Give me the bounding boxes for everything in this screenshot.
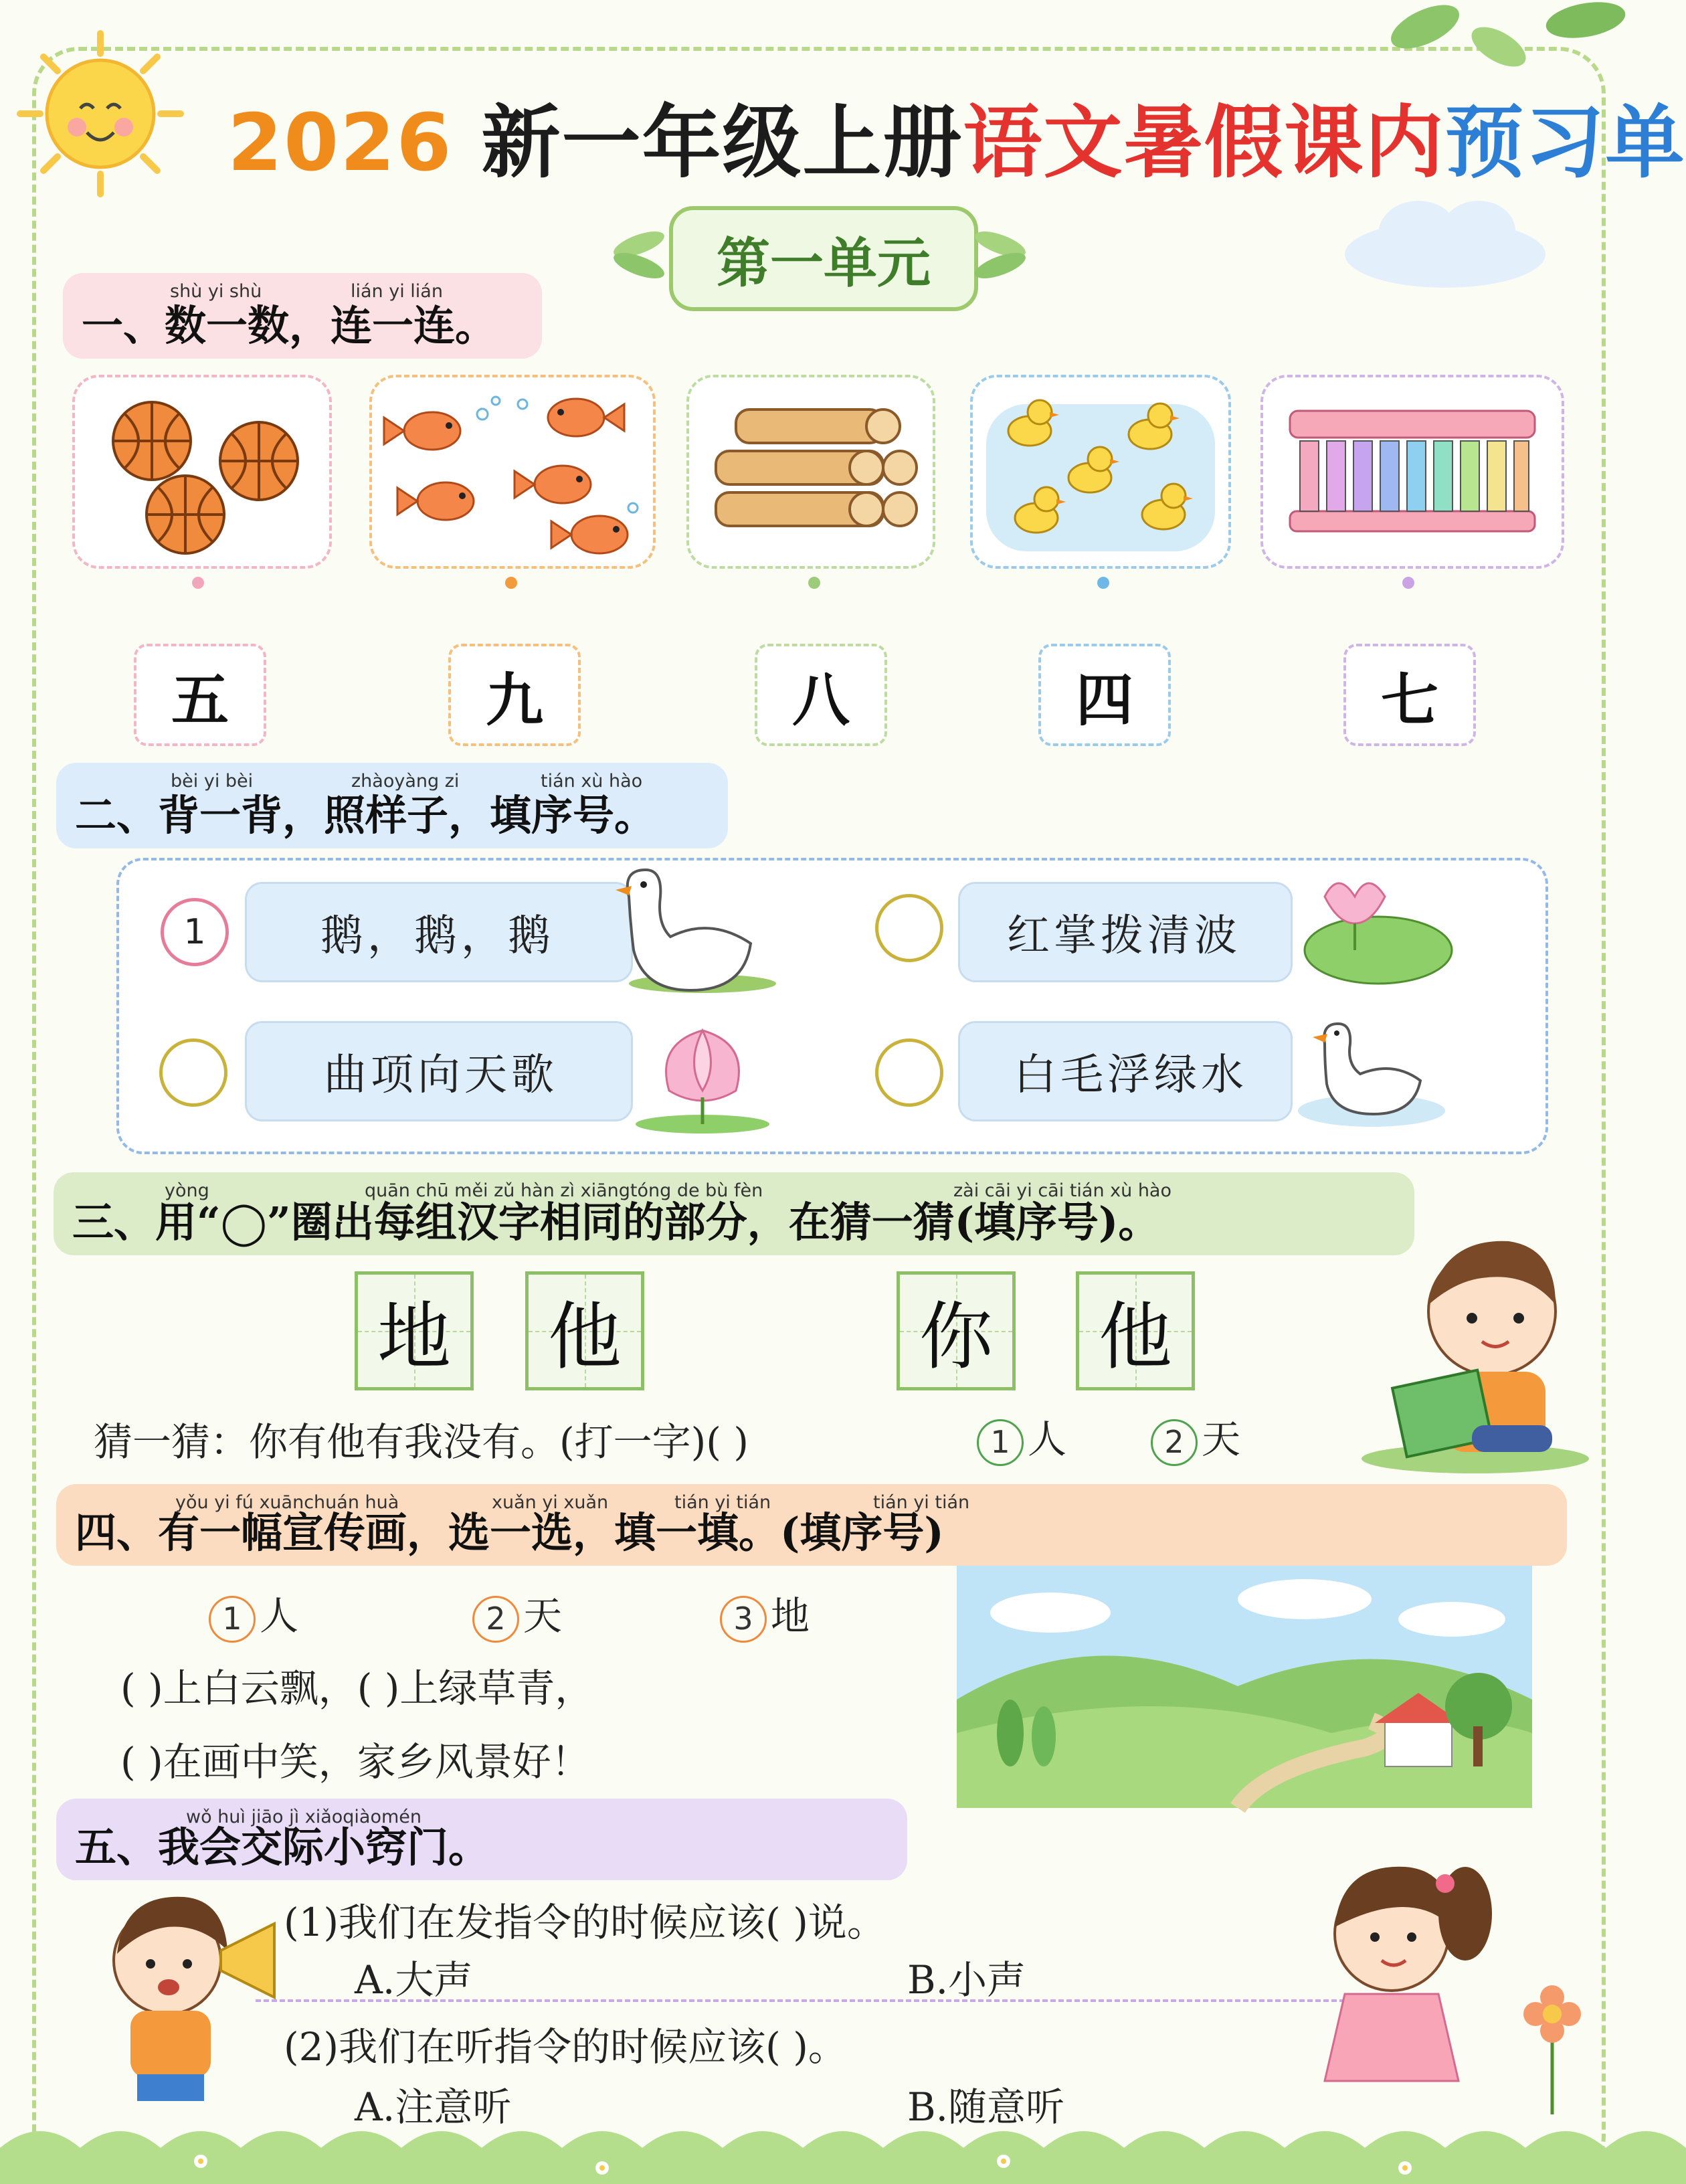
fill-option-1[interactable] — [209, 1584, 298, 1643]
section3-title: 三、用“◯”圈出每组汉字相同的部分，在猜一猜(填序号)。 — [72, 1198, 1160, 1247]
section2-pinyin-2: zhàoyàng zi — [351, 771, 460, 792]
section5-pinyin-1: wǒ huì jiāo jì xiǎoqiàomén — [186, 1807, 422, 1827]
connect-dot[interactable] — [1402, 577, 1414, 589]
goose-icon — [602, 863, 776, 997]
section3-pinyin-1: yòng — [165, 1180, 209, 1201]
number-card[interactable]: 九 — [448, 644, 581, 746]
poem-line-2: 红掌拨清波 — [958, 882, 1293, 982]
section4-title: 四、有一幅宣传画，选一选，填一填。(填序号) — [75, 1508, 944, 1557]
order-circle-2[interactable] — [875, 894, 943, 962]
option-text: 地 — [771, 1593, 810, 1639]
section2-pinyin-3: tián xù hào — [541, 771, 643, 792]
reading-boy-icon — [1351, 1224, 1599, 1479]
leaves-decoration — [1365, 0, 1632, 87]
section5-title: 五、我会交际小窍门。 — [75, 1823, 490, 1872]
option-number: 2 — [1151, 1419, 1198, 1466]
question-2-option-a[interactable]: A.注意听 — [355, 2084, 512, 2130]
section1-pinyin-1: shù yi shù — [170, 281, 262, 302]
section4-pinyin-4: tián yi tián — [873, 1492, 970, 1513]
poem-line-4: 白毛浮绿水 — [958, 1021, 1293, 1121]
question-2: (2)我们在听指令的时候应该( )。 — [284, 2024, 847, 2070]
flower-icon — [1512, 1974, 1592, 2121]
title-type: 预习单 — [1444, 96, 1686, 189]
option-text: 天 — [523, 1593, 563, 1639]
sun-icon — [13, 27, 187, 201]
section1-pinyin-2: lián yi lián — [351, 281, 443, 302]
order-circle-1[interactable]: 1 — [161, 898, 229, 966]
connect-dot[interactable] — [192, 577, 204, 589]
question-1-option-b[interactable]: B.小声 — [907, 1957, 1026, 2003]
title-subject: 语文暑假课内 — [963, 96, 1445, 189]
section2-header — [56, 763, 728, 848]
riddle-option-2[interactable] — [1151, 1408, 1240, 1466]
listening-girl-icon — [1291, 1853, 1512, 2108]
hanzi-box[interactable] — [897, 1271, 1016, 1390]
title-year: 2026 — [227, 96, 453, 189]
leaf-right-icon — [963, 224, 1037, 284]
cloud-icon — [1331, 181, 1552, 294]
hanzi-box[interactable] — [1076, 1271, 1195, 1390]
order-circle-3[interactable] — [159, 1038, 227, 1107]
number-card[interactable]: 五 — [134, 644, 266, 746]
section1-title: 一、数一数，连一连。 — [82, 301, 497, 350]
hanzi-box[interactable] — [355, 1271, 474, 1390]
question-1: (1)我们在发指令的时候应该( )说。 — [284, 1900, 886, 1945]
fill-line-1: ( )上白云飘，( )上绿草青， — [120, 1665, 594, 1711]
hanzi-char: 你 — [919, 1294, 993, 1380]
section3-pinyin-2: quān chū měi zǔ hàn zì xiāngtóng de bù fèn — [365, 1180, 763, 1201]
logs-image — [686, 375, 935, 569]
swimming-goose-icon — [1285, 1017, 1445, 1138]
section3-header — [54, 1172, 1414, 1255]
grass-decoration — [0, 2108, 1638, 2184]
dashed-divider — [256, 1999, 1393, 2002]
goldfish-image — [369, 375, 656, 569]
hanzi-box[interactable] — [525, 1271, 644, 1390]
option-number: 1 — [209, 1596, 256, 1643]
section1-header — [63, 273, 542, 359]
section4-pinyin-1: yǒu yi fú xuānchuán huà — [175, 1492, 399, 1513]
section2-pinyin-1: bèi yi bèi — [171, 771, 254, 792]
section4-header — [56, 1484, 1567, 1566]
option-number: 2 — [472, 1596, 519, 1643]
option-text: 天 — [1202, 1417, 1241, 1462]
section4-pinyin-2: xuǎn yi xuǎn — [492, 1492, 609, 1513]
ducklings-image — [970, 375, 1231, 569]
section5-header — [56, 1799, 907, 1880]
lotus-flower-icon — [602, 1017, 776, 1138]
riddle-text: 猜一猜：你有他有我没有。(打一字)( ) — [94, 1419, 749, 1465]
megaphone-boy-icon — [80, 1887, 294, 2114]
option-number: 1 — [977, 1419, 1024, 1466]
hanzi-char: 地 — [377, 1294, 451, 1380]
title-grade: 新一年级上册 — [452, 96, 963, 189]
order-circle-4[interactable] — [875, 1038, 943, 1107]
number-card[interactable]: 七 — [1343, 644, 1476, 746]
basketballs-image — [72, 375, 332, 569]
question-2-option-b[interactable]: B.随意听 — [907, 2084, 1065, 2130]
fill-option-3[interactable] — [720, 1584, 810, 1643]
number-card[interactable]: 八 — [755, 644, 887, 746]
poem-line-1: 鹅，鹅，鹅 — [245, 882, 633, 982]
number-card[interactable]: 四 — [1038, 644, 1171, 746]
leaf-left-icon — [602, 224, 676, 284]
fill-line-2: ( )在画中笑，家乡风景好！ — [120, 1739, 590, 1785]
hanzi-char: 他 — [548, 1294, 622, 1380]
section2-title: 二、背一背，照样子，填序号。 — [75, 791, 656, 840]
question-1-option-a[interactable]: A.大声 — [355, 1957, 473, 2003]
option-text: 人 — [260, 1593, 299, 1639]
option-text: 人 — [1028, 1417, 1067, 1462]
connect-dot[interactable] — [1097, 577, 1109, 589]
landscape-image — [957, 1566, 1532, 1808]
hanzi-char: 他 — [1099, 1294, 1172, 1380]
fill-option-2[interactable] — [472, 1584, 562, 1643]
section3-pinyin-3: zài cāi yi cāi tián xù hào — [953, 1180, 1172, 1201]
crayons-image — [1260, 375, 1564, 569]
lotus-leaf-icon — [1278, 870, 1465, 997]
connect-dot[interactable] — [808, 577, 820, 589]
unit-label: 第一单元 — [669, 206, 978, 311]
connect-dot[interactable] — [505, 577, 517, 589]
section4-pinyin-3: tián yi tián — [674, 1492, 771, 1513]
poem-line-3: 曲项向天歌 — [245, 1021, 633, 1121]
option-number: 3 — [720, 1596, 767, 1643]
worksheet-title — [227, 79, 1686, 193]
riddle-option-1[interactable] — [977, 1408, 1066, 1466]
